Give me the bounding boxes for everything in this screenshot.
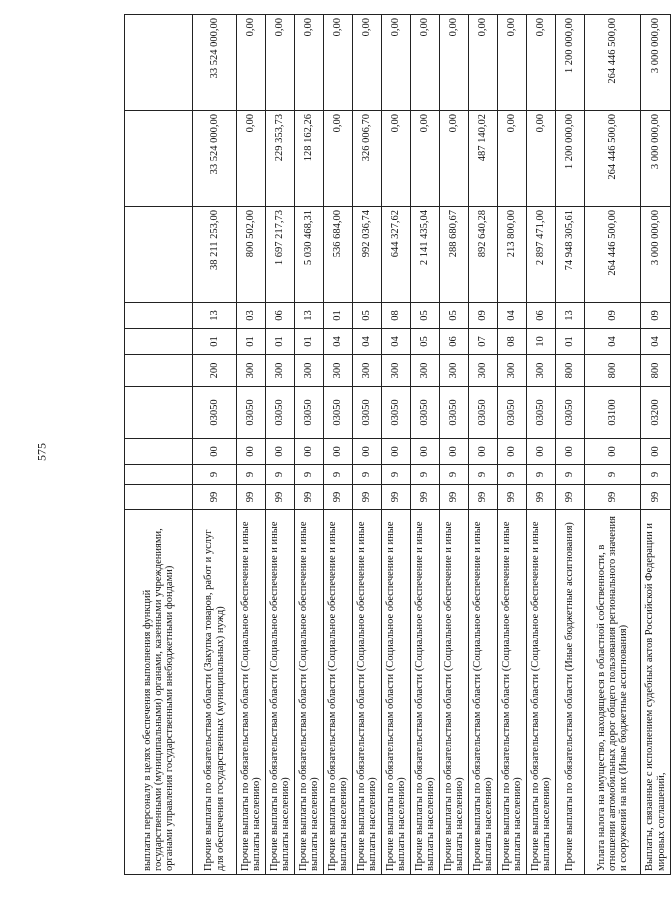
code-program: 99 [585, 485, 641, 510]
amount-year-2: 0,00 [237, 111, 266, 207]
code-section: 01 [193, 329, 237, 355]
code-program: 99 [411, 485, 440, 510]
code-expense-type: 300 [353, 355, 382, 387]
amount-year-1: 3 000 000,00 [641, 207, 671, 303]
code-program: 99 [193, 485, 237, 510]
amount-year-3: 0,00 [382, 15, 411, 111]
amount-year-2: 0,00 [324, 111, 353, 207]
code-expense-type: 300 [295, 355, 324, 387]
code-main-activity: 00 [193, 439, 237, 465]
code-subsection: 13 [295, 303, 324, 329]
amount-year-1: 644 327,62 [382, 207, 411, 303]
code-direction: 03050 [498, 387, 527, 439]
amount-year-1: 800 502,00 [237, 207, 266, 303]
amount-year-3: 0,00 [498, 15, 527, 111]
code-direction: 03050 [237, 387, 266, 439]
amount-year-2 [125, 111, 193, 207]
code-subprogram: 9 [440, 465, 469, 485]
code-subprogram: 9 [266, 465, 295, 485]
amount-year-3: 1 200 000,00 [556, 15, 585, 111]
table-row [498, 15, 527, 875]
code-direction: 03050 [266, 387, 295, 439]
amount-year-2: 264 446 500,00 [585, 111, 641, 207]
code-expense-type: 300 [382, 355, 411, 387]
amount-year-1: 264 446 500,00 [585, 207, 641, 303]
code-expense-type: 300 [324, 355, 353, 387]
code-direction: 03100 [585, 387, 641, 439]
code-direction: 03050 [440, 387, 469, 439]
code-program: 99 [440, 485, 469, 510]
row-name: Прочие выплаты по обязательствам области (Социальное обеспечение и иные выплаты населению) [527, 510, 556, 875]
code-main-activity: 00 [469, 439, 498, 465]
code-subsection: 06 [527, 303, 556, 329]
code-subprogram: 9 [641, 465, 671, 485]
code-subsection: 13 [193, 303, 237, 329]
code-main-activity: 00 [556, 439, 585, 465]
code-subprogram: 9 [556, 465, 585, 485]
row-name: Прочие выплаты по обязательствам области (Социальное обеспечение и иные выплаты населению) [382, 510, 411, 875]
amount-year-3 [125, 15, 193, 111]
code-expense-type: 300 [527, 355, 556, 387]
code-program: 99 [324, 485, 353, 510]
code-subprogram: 9 [237, 465, 266, 485]
code-subprogram: 9 [382, 465, 411, 485]
amount-year-3: 264 446 500,00 [585, 15, 641, 111]
code-program: 99 [641, 485, 671, 510]
table-row [295, 15, 324, 875]
code-direction: 03050 [193, 387, 237, 439]
code-subprogram: 9 [469, 465, 498, 485]
amount-year-3: 33 524 000,00 [193, 15, 237, 111]
page-number: 575 [34, 443, 49, 461]
table-row [266, 15, 295, 875]
row-name: Прочие выплаты по обязательствам области (Социальное обеспечение и иные выплаты населению) [295, 510, 324, 875]
code-direction: 03050 [353, 387, 382, 439]
table-body [125, 15, 671, 875]
code-expense-type: 300 [266, 355, 295, 387]
code-direction: 03050 [382, 387, 411, 439]
row-name: Прочие выплаты по обязательствам области (Социальное обеспечение и иные выплаты населению) [237, 510, 266, 875]
code-program: 99 [353, 485, 382, 510]
amount-year-1: 992 036,74 [353, 207, 382, 303]
amount-year-2: 0,00 [527, 111, 556, 207]
row-name: Прочие выплаты по обязательствам области (Социальное обеспечение и иные выплаты населению) [440, 510, 469, 875]
code-subsection: 01 [324, 303, 353, 329]
amount-year-2: 33 524 000,00 [193, 111, 237, 207]
code-subsection: 05 [411, 303, 440, 329]
amount-year-3: 0,00 [411, 15, 440, 111]
code-subsection: 05 [353, 303, 382, 329]
code-section: 04 [585, 329, 641, 355]
amount-year-3: 0,00 [237, 15, 266, 111]
amount-year-2: 229 353,73 [266, 111, 295, 207]
code-subprogram: 9 [353, 465, 382, 485]
table-row [382, 15, 411, 875]
amount-year-3: 0,00 [266, 15, 295, 111]
amount-year-2: 1 200 000,00 [556, 111, 585, 207]
code-program: 99 [382, 485, 411, 510]
code-subsection: 13 [556, 303, 585, 329]
code-subsection: 08 [382, 303, 411, 329]
code-subsection: 06 [266, 303, 295, 329]
amount-year-1: 2 141 435,04 [411, 207, 440, 303]
code-direction: 03050 [527, 387, 556, 439]
code-program: 99 [469, 485, 498, 510]
code-expense-type: 200 [193, 355, 237, 387]
row-name: Прочие выплаты по обязательствам области (Социальное обеспечение и иные выплаты населению) [324, 510, 353, 875]
rotated-page [90, 0, 667, 905]
code-expense-type: 800 [556, 355, 585, 387]
amount-year-3: 0,00 [469, 15, 498, 111]
table-row [641, 15, 671, 875]
code-direction: 03050 [469, 387, 498, 439]
code-section: 01 [556, 329, 585, 355]
amount-year-1 [125, 207, 193, 303]
amount-year-1: 74 948 305,61 [556, 207, 585, 303]
code-direction: 03050 [411, 387, 440, 439]
code-section: 04 [382, 329, 411, 355]
table-row [193, 15, 237, 875]
code-expense-type: 300 [440, 355, 469, 387]
amount-year-2: 0,00 [411, 111, 440, 207]
code-section: 04 [324, 329, 353, 355]
amount-year-2: 487 140,02 [469, 111, 498, 207]
code-section: 01 [295, 329, 324, 355]
code-expense-type: 300 [237, 355, 266, 387]
code-program: 99 [527, 485, 556, 510]
code-section: 01 [266, 329, 295, 355]
amount-year-3: 3 000 000,00 [641, 15, 671, 111]
code-expense-type [125, 355, 193, 387]
table-row [125, 15, 193, 875]
amount-year-1: 892 640,28 [469, 207, 498, 303]
code-direction: 03050 [556, 387, 585, 439]
row-name: Прочие выплаты по обязательствам области (Социальное обеспечение и иные выплаты населению) [498, 510, 527, 875]
row-name: Прочие выплаты по обязательствам области (Иные бюджетные ассигнования) [556, 510, 585, 875]
row-name: Выплаты, связанные с исполнением судебных актов Российской Федерации и мировых соглашений, [641, 510, 671, 875]
code-main-activity: 00 [585, 439, 641, 465]
code-main-activity: 00 [411, 439, 440, 465]
code-section: 08 [498, 329, 527, 355]
code-section: 04 [641, 329, 671, 355]
code-main-activity: 00 [353, 439, 382, 465]
code-direction: 03200 [641, 387, 671, 439]
code-program: 99 [237, 485, 266, 510]
code-main-activity: 00 [295, 439, 324, 465]
table-row [585, 15, 641, 875]
code-section: 06 [440, 329, 469, 355]
table-row [411, 15, 440, 875]
code-main-activity: 00 [440, 439, 469, 465]
code-direction: 03050 [295, 387, 324, 439]
code-subsection: 09 [585, 303, 641, 329]
code-direction: 03050 [324, 387, 353, 439]
code-section: 07 [469, 329, 498, 355]
code-subprogram: 9 [585, 465, 641, 485]
code-main-activity: 00 [641, 439, 671, 465]
code-main-activity: 00 [382, 439, 411, 465]
amount-year-1: 5 030 468,31 [295, 207, 324, 303]
amount-year-3: 0,00 [440, 15, 469, 111]
amount-year-2: 326 006,70 [353, 111, 382, 207]
row-name: Прочие выплаты по обязательствам области (Закупка товаров, работ и услуг для обеспечения государственных (муниципальных) нужд) [193, 510, 237, 875]
table-row [556, 15, 585, 875]
code-expense-type: 800 [585, 355, 641, 387]
amount-year-1: 288 680,67 [440, 207, 469, 303]
code-subsection: 09 [469, 303, 498, 329]
row-name: Уплата налога на имущество, находящееся в областной собственности, в отношении автомобильных дорог общего пользования регионального значения и сооружений на них (Иные бюджетные ассигнования) [585, 510, 641, 875]
row-name: Прочие выплаты по обязательствам области (Социальное обеспечение и иные выплаты населению) [469, 510, 498, 875]
table-row [469, 15, 498, 875]
code-subprogram: 9 [324, 465, 353, 485]
table-row [527, 15, 556, 875]
code-program [125, 485, 193, 510]
code-subsection: 09 [641, 303, 671, 329]
code-subsection: 04 [498, 303, 527, 329]
amount-year-1: 213 800,00 [498, 207, 527, 303]
row-name: Прочие выплаты по обязательствам области (Социальное обеспечение и иные выплаты населению) [353, 510, 382, 875]
code-subprogram: 9 [527, 465, 556, 485]
code-main-activity [125, 439, 193, 465]
code-subsection: 05 [440, 303, 469, 329]
row-name: выплаты персоналу в целях обеспечения выполнения функций государственными (муниципальными) органами, казенными учреждениями, органами управления государственными внебюджетными фондами) [125, 510, 193, 875]
amount-year-2: 0,00 [440, 111, 469, 207]
code-program: 99 [295, 485, 324, 510]
code-expense-type: 300 [498, 355, 527, 387]
amount-year-1: 38 211 253,00 [193, 207, 237, 303]
table-row [353, 15, 382, 875]
amount-year-2: 0,00 [498, 111, 527, 207]
code-section: 04 [353, 329, 382, 355]
table-row [237, 15, 266, 875]
code-program: 99 [266, 485, 295, 510]
amount-year-3: 0,00 [527, 15, 556, 111]
code-main-activity: 00 [324, 439, 353, 465]
amount-year-1: 2 897 471,00 [527, 207, 556, 303]
code-subsection [125, 303, 193, 329]
amount-year-1: 536 684,00 [324, 207, 353, 303]
code-section: 01 [237, 329, 266, 355]
code-subsection: 03 [237, 303, 266, 329]
code-expense-type: 300 [411, 355, 440, 387]
code-section [125, 329, 193, 355]
code-direction [125, 387, 193, 439]
code-expense-type: 800 [641, 355, 671, 387]
code-expense-type: 300 [469, 355, 498, 387]
code-section: 10 [527, 329, 556, 355]
amount-year-3: 0,00 [324, 15, 353, 111]
row-name: Прочие выплаты по обязательствам области (Социальное обеспечение и иные выплаты населению) [266, 510, 295, 875]
code-subprogram: 9 [498, 465, 527, 485]
code-main-activity: 00 [237, 439, 266, 465]
code-main-activity: 00 [266, 439, 295, 465]
amount-year-2: 3 000 000,00 [641, 111, 671, 207]
table-row [440, 15, 469, 875]
amount-year-3: 0,00 [353, 15, 382, 111]
amount-year-3: 0,00 [295, 15, 324, 111]
code-subprogram: 9 [193, 465, 237, 485]
code-subprogram: 9 [295, 465, 324, 485]
code-program: 99 [498, 485, 527, 510]
code-subprogram: 9 [411, 465, 440, 485]
code-subprogram [125, 465, 193, 485]
row-name: Прочие выплаты по обязательствам области (Социальное обеспечение и иные выплаты населению) [411, 510, 440, 875]
amount-year-2: 128 162,26 [295, 111, 324, 207]
amount-year-2: 0,00 [382, 111, 411, 207]
code-main-activity: 00 [498, 439, 527, 465]
table-row [324, 15, 353, 875]
amount-year-1: 1 697 217,73 [266, 207, 295, 303]
budget-table [124, 14, 671, 875]
code-main-activity: 00 [527, 439, 556, 465]
code-section: 05 [411, 329, 440, 355]
code-program: 99 [556, 485, 585, 510]
